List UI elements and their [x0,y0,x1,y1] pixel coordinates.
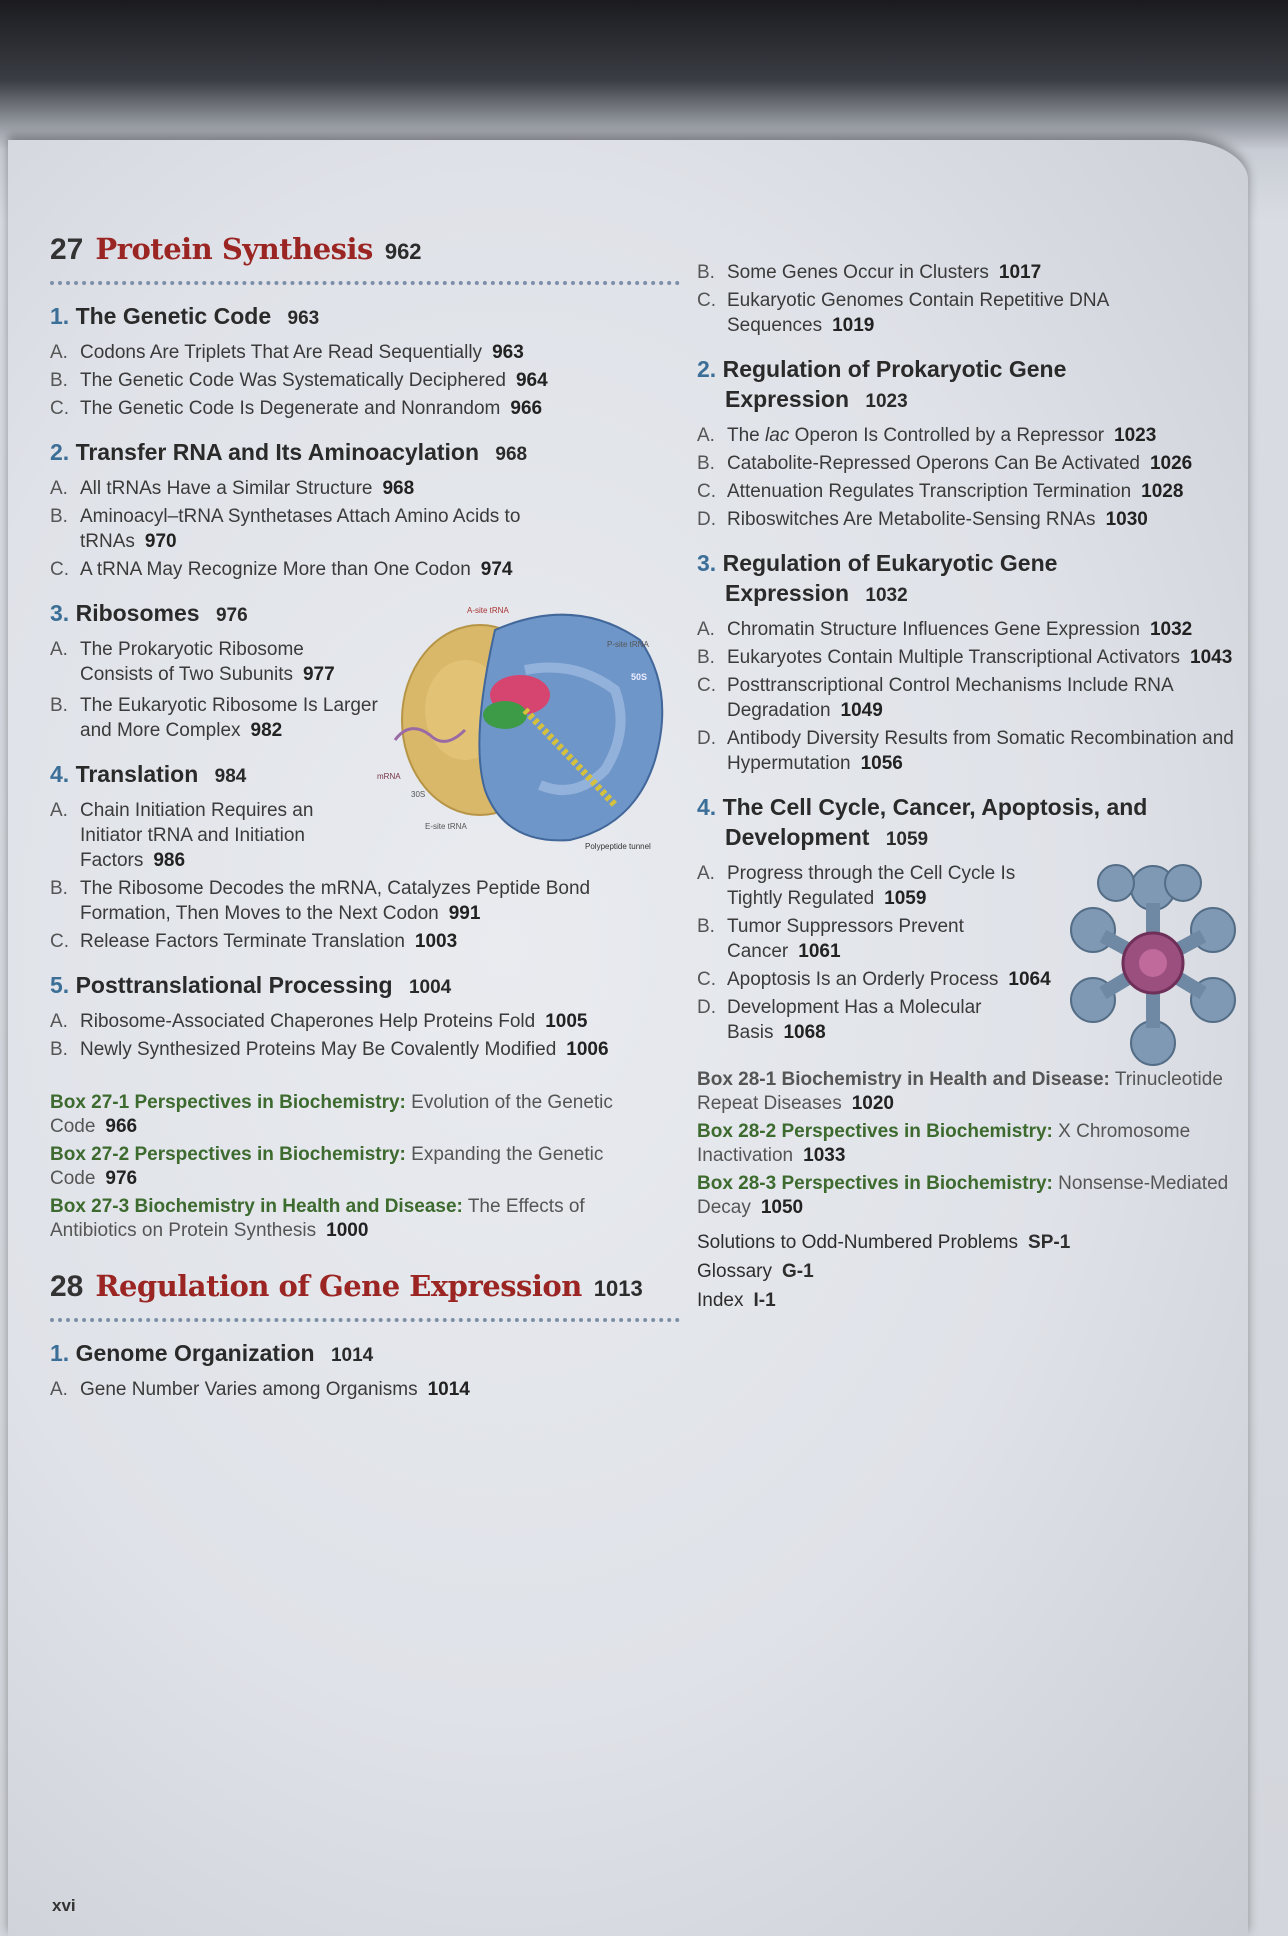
section-title: Regulation of Eukaryotic Gene Expression [722,550,1058,606]
entry-text: Eukaryotes Contain Multiple Transcriptional Activators [727,647,1181,668]
entry-text: Progress through the Cell Cycle Is Tightly Regulated [727,863,1016,909]
box-label: Box 28-3 Perspectives in Biochemistry: [697,1173,1053,1194]
end-entry-page: G-1 [781,1261,814,1282]
toc-entry[interactable] [50,396,680,421]
section-eukaryotic-regulation[interactable] [697,548,1145,611]
entry-page: 1064 [1008,969,1051,990]
label-50s: 50S [631,672,648,682]
entry-letter: A. [50,1011,68,1032]
section-posttranslational[interactable] [50,970,680,1003]
box-label: Box 27-1 Perspectives in Biochemistry: [50,1092,406,1113]
entry-page: 1032 [1149,619,1193,640]
label-polypeptide-tunnel: Polypeptide tunnel [585,842,651,851]
entry-page: 977 [302,664,335,685]
toc-entry[interactable] [697,914,1027,964]
entry-letter: C. [697,481,716,502]
box-label: Box 28-1 Biochemistry in Health and Disease: [697,1069,1110,1090]
label-mrna: mRNA [377,772,401,781]
section-title: Genome Organization [75,1340,315,1366]
entry-letter: A. [50,478,68,499]
entry-letter: B. [50,878,68,899]
toc-entry[interactable] [50,476,680,501]
entry-letter: C. [50,559,69,580]
entry-letter: C. [50,931,69,952]
section-title: The Cell Cycle, Cancer, Apoptosis, and Development [722,794,1148,850]
box-entry[interactable] [50,1195,665,1243]
section-page: 1014 [330,1345,374,1366]
entry-page: 1026 [1149,453,1193,474]
section-genome-organization[interactable] [50,1338,680,1371]
right-column [697,260,1237,1315]
box-page: 1050 [760,1197,804,1218]
section-title: Regulation of Prokaryotic Gene Expression [722,356,1067,412]
end-entry-index[interactable] [697,1286,1237,1315]
entry-page: 1014 [427,1379,470,1400]
section-number: 4. [697,794,717,820]
entry-text: Gene Number Varies among Organisms [80,1379,418,1400]
entry-text: Attenuation Regulates Transcription Termination [727,481,1132,502]
toc-entry[interactable] [697,507,1237,532]
apoptosome-figure [1068,858,1238,1068]
entry-letter: B. [697,647,715,668]
entry-letter: A. [50,342,68,363]
label-30s: 30S [411,790,426,799]
section-page: 1004 [408,977,452,998]
entry-text: The Ribosome Decodes the mRNA, Catalyzes Peptide Bond Formation, Then Moves to the Next Codon [80,878,591,924]
end-entry-text: Index [697,1290,744,1311]
entry-text: A tRNA May Recognize More than One Codon [80,559,471,580]
toc-entry[interactable] [697,479,1237,504]
box-page: 1020 [851,1093,894,1114]
section-title: Transfer RNA and Its Aminoacylation [75,439,480,465]
toc-entry[interactable] [697,995,1047,1045]
toc-entry[interactable] [697,617,1237,642]
section-title: The Genetic Code [75,303,272,329]
toc-entry[interactable] [697,967,1057,992]
section-page: 1059 [885,829,929,850]
entry-letter: A. [50,1379,68,1400]
chapter-page: 962 [384,239,422,264]
entry-text: The Eukaryotic Ribosome Is Larger and More Complex [80,695,378,741]
entry-page: 1003 [414,931,458,952]
entry-page: 1005 [545,1011,588,1032]
entry-letter: B. [697,916,715,937]
section-page: 968 [495,444,528,465]
box-page: 976 [105,1168,138,1189]
toc-entry[interactable] [50,693,380,743]
box-title: Trinucleotide Repeat Diseases [697,1069,1223,1114]
entry-letter: C. [697,969,716,990]
section-number: 1. [50,303,70,329]
toc-entry[interactable] [697,423,1237,448]
toc-entry[interactable] [50,504,600,554]
entry-page: 1019 [832,315,875,336]
toc-entry[interactable] [50,557,680,582]
entry-letter: A. [697,425,715,446]
entry-page: 1023 [1114,425,1157,446]
entry-page: 964 [515,370,548,391]
entry-text: Riboswitches Are Metabolite-Sensing RNAs [727,509,1096,530]
entry-letter: A. [697,863,715,884]
entry-text: Catabolite-Repressed Operons Can Be Activated [727,453,1140,474]
section-page: 1023 [865,391,908,412]
box-title: Nonsense-Mediated Decay [697,1173,1229,1218]
toc-entry[interactable] [697,260,1237,285]
toc-entry[interactable] [50,1037,680,1062]
entry-text: Aminoacyl–tRNA Synthetases Attach Amino Acids to tRNAs [80,506,521,552]
end-entry-glossary[interactable] [697,1257,1237,1286]
entry-text: Ribosome-Associated Chaperones Help Proteins Fold [80,1011,536,1032]
end-entry-page: I-1 [753,1290,776,1311]
entry-text: Tumor Suppressors Prevent Cancer [727,916,964,962]
box-page: 1033 [803,1145,846,1166]
label-a-site: A-site tRNA [467,606,509,615]
entry-letter: B. [50,506,68,527]
apoptosome-illustration [1068,858,1238,1068]
section-transfer-rna[interactable] [50,437,680,470]
entry-letter: C. [697,675,716,696]
entry-text: All tRNAs Have a Similar Structure [80,478,373,499]
entry-text: The Prokaryotic Ribosome Consists of Two Subunits [80,639,304,685]
entry-page: 1049 [840,700,883,721]
chapter-number: 28 [50,1270,84,1303]
entry-letter: B. [50,1039,68,1060]
toc-entry[interactable] [697,645,1237,670]
box-title: The Effects of Antibiotics on Protein Synthesis [50,1196,585,1241]
box-page: 966 [105,1116,138,1137]
ribosome-figure [375,600,675,855]
entry-text: Release Factors Terminate Translation [80,931,405,952]
entry-text: Newly Synthesized Proteins May Be Covalently Modified [80,1039,557,1060]
box-entry[interactable] [50,1091,650,1139]
entry-text: Antibody Diversity Results from Somatic Recombination and Hypermutation [727,728,1234,774]
end-entry-solutions[interactable] [697,1228,1237,1257]
entry-page: 974 [480,559,513,580]
toc-entry[interactable] [50,1009,680,1034]
entry-text: Chain Initiation Requires an Initiator tRNA and Initiation Factors [80,800,314,871]
section-page: 1032 [865,585,908,606]
box-entry[interactable] [50,1143,650,1191]
toc-entry[interactable] [697,451,1237,476]
entry-text: Posttranscriptional Control Mechanisms Include RNA Degradation [727,675,1173,721]
entry-text: Chromatin Structure Influences Gene Expression [727,619,1140,640]
entry-letter: B. [50,370,68,391]
section-title: Ribosomes [75,600,200,626]
entry-text: Codons Are Triplets That Are Read Sequentially [80,342,483,363]
chapter-28-heading[interactable] [50,1269,680,1322]
entry-letter: C. [697,290,716,311]
section-cell-cycle[interactable] [697,792,1225,855]
entry-page: 1017 [998,262,1042,283]
entry-page: 1068 [783,1022,826,1043]
section-number: 3. [50,600,70,626]
section-number: 5. [50,972,70,998]
toc-entry[interactable] [50,368,680,393]
entry-page: 986 [153,850,186,871]
ribosome-illustration [375,600,675,855]
entry-letter: D. [697,728,716,749]
entry-text: Development Has a Molecular Basis [727,997,982,1043]
chapter-title: Protein Synthesis [95,232,373,266]
entry-letter: D. [697,509,716,530]
section-page: 963 [287,308,320,329]
entry-page: 1059 [884,888,927,909]
entry-page: 1043 [1190,647,1233,668]
entry-text-italic: lac [765,425,790,446]
entry-letter: C. [50,398,69,419]
box-title: Expanding the Genetic Code [50,1144,604,1189]
chapter-title: Regulation of Gene Expression [95,1269,582,1303]
entry-letter: D. [697,997,716,1018]
entry-page: 1056 [860,753,903,774]
entry-letter: B. [697,453,715,474]
box-entry[interactable] [697,1172,1237,1220]
entry-page: 1030 [1105,509,1148,530]
entry-letter: A. [697,619,715,640]
box-label: Box 27-3 Biochemistry in Health and Disease: [50,1196,463,1217]
entry-letter: A. [50,800,68,821]
entry-text: Apoptosis Is an Orderly Process [727,969,999,990]
entry-letter: A. [50,639,68,660]
section-number: 2. [697,356,717,382]
toc-entry[interactable] [697,288,1167,338]
entry-page: 970 [144,531,177,552]
entry-page: 966 [510,398,543,419]
chapter-number: 27 [50,233,84,266]
page-number: xvi [52,1896,76,1915]
entry-page: 982 [250,720,283,741]
section-page: 984 [214,766,247,787]
entry-page: 991 [448,903,481,924]
entry-letter: B. [697,262,715,283]
section-prokaryotic-regulation[interactable] [697,354,1165,417]
toc-entry[interactable] [50,1377,680,1402]
toc-entry[interactable] [697,861,1067,911]
toc-entry[interactable] [50,798,380,873]
toc-entry[interactable] [50,340,680,365]
end-entry-text: Solutions to Odd-Numbered Problems [697,1232,1019,1253]
box-label: Box 27-2 Perspectives in Biochemistry: [50,1144,406,1165]
entry-page: 1028 [1141,481,1184,502]
entry-page: 1006 [566,1039,609,1060]
section-number: 1. [50,1340,70,1366]
toc-entry[interactable] [50,929,680,954]
entry-text: Some Genes Occur in Clusters [727,262,989,283]
entry-page: 963 [492,342,524,363]
entry-text: The Genetic Code Is Degenerate and Nonrandom [80,398,501,419]
box-title: X Chromosome Inactivation [697,1121,1191,1166]
section-number: 4. [50,761,70,787]
entry-text: The Genetic Code Was Systematically Deciphered [80,370,506,391]
box-entry[interactable] [697,1120,1237,1168]
box-title: Evolution of the Genetic Code [50,1092,613,1137]
toc-entry[interactable] [697,726,1237,776]
entry-letter: B. [50,695,68,716]
entry-text: The [727,425,766,446]
box-entry[interactable] [697,1068,1237,1116]
section-number: 3. [697,550,717,576]
end-entry-page: SP-1 [1028,1232,1071,1253]
section-page: 976 [215,605,248,626]
label-e-site: E-site tRNA [425,822,467,831]
section-number: 2. [50,439,70,465]
box-label: Box 28-2 Perspectives in Biochemistry: [697,1121,1053,1142]
toc-entry[interactable] [50,637,380,687]
entry-text: Operon Is Controlled by a Repressor [789,425,1105,446]
section-genetic-code[interactable] [50,301,680,334]
entry-text: Eukaryotic Genomes Contain Repetitive DNA Sequences [727,290,1109,336]
entry-page: 1061 [798,941,841,962]
chapter-27-heading[interactable] [50,232,680,285]
label-p-site: P-site tRNA [607,640,649,649]
toc-entry[interactable] [697,673,1227,723]
toc-entry[interactable] [50,876,680,926]
end-entry-text: Glossary [697,1261,772,1282]
box-page: 1000 [326,1220,369,1241]
section-title: Translation [75,761,199,787]
entry-page: 968 [382,478,415,499]
chapter-page: 1013 [593,1276,643,1301]
section-title: Posttranslational Processing [75,972,393,998]
